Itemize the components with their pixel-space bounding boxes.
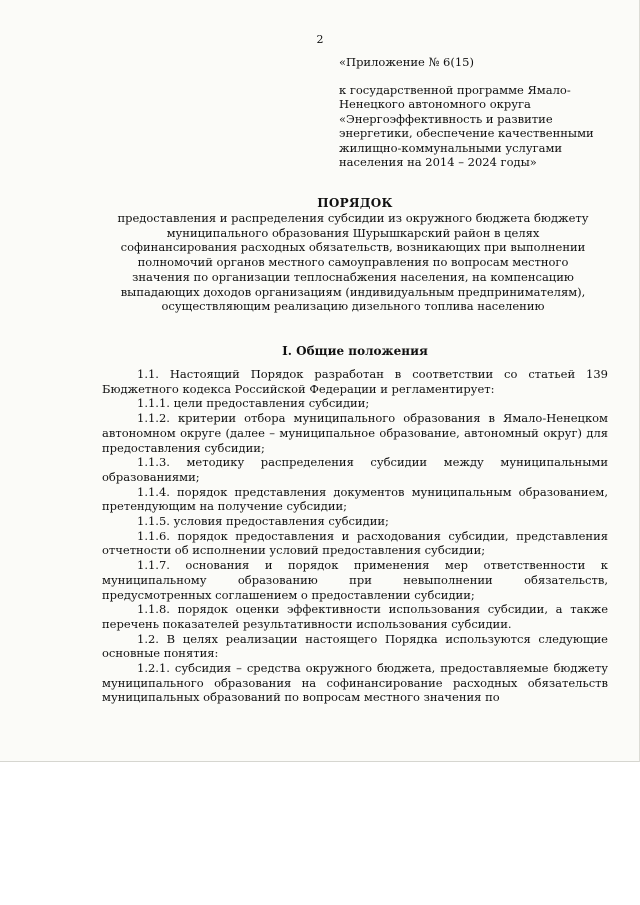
paragraph: 1.1.8. порядок оценки эффективности использования субсидии, а также перечень показателей результативности использования субсидии. bbox=[102, 602, 608, 631]
section-body bbox=[102, 367, 608, 705]
document-title: ПОРЯДОК bbox=[317, 196, 393, 210]
paragraph: 1.2.1. субсидия – средства окружного бюджета, предоставляемые бюджету муниципального образования на софинансирование расходных обязательств муниципальных образований по вопросам местного значения по bbox=[102, 661, 608, 705]
paragraph: 1.1.3. методику распределения субсидии между муниципальными образованиями; bbox=[102, 455, 608, 484]
paragraph: 1.1.5. условия предоставления субсидии; bbox=[137, 514, 389, 529]
paragraph: 1.1.6. порядок предоставления и расходования субсидии, представления отчетности об исполнении условий предоставления субсидии; bbox=[102, 528, 608, 558]
paragraph: 1.1.7. основания и порядок применения мер ответственности к муниципальному образованию при невыполнении обязательств, предусмотренных соглашением о предоставлении субсидии; bbox=[102, 558, 608, 602]
document-subtitle: предоставления и распределения субсидии из окружного бюджета бюджету муниципального образования Шурышкарский район в целях софинансирования расходных обязательств, возникающих при выполнении полномочий органов местного самоуправления по вопросам местного значения по организации теплоснабжения населения, на компенсацию выпадающих доходов организациям (индивидуальным предпринимателям), осуществляющим реализацию дизельного топлива населению bbox=[117, 211, 589, 314]
paragraph: 1.1.4. порядок представления документов муниципальным образованием, претендующим на получение субсидии; bbox=[102, 484, 608, 514]
paragraph: 1.1. Настоящий Порядок разработан в соответствии со статьей 139 Бюджетного кодекса Российской Федерации и регламентирует: bbox=[102, 367, 608, 396]
section-heading: I. Общие положения bbox=[282, 344, 428, 358]
paragraph: 1.2. В целях реализации настоящего Порядка используются следующие основные понятия: bbox=[102, 631, 608, 661]
appendix-text: к государственной программе Ямало-Ненецкого автономного округа «Энергоэффективность и развитие энергетики, обеспечение качественными жилищно-коммунальными услугами населения на 2014 – 2024 годы» bbox=[339, 82, 594, 169]
appendix-title: «Приложение № 6(15) bbox=[339, 55, 474, 69]
page-number: 2 bbox=[316, 33, 324, 46]
appendix-block bbox=[339, 55, 609, 170]
paragraph: 1.1.1. цели предоставления субсидии; bbox=[137, 396, 370, 411]
paragraph: 1.1.2. критерии отбора муниципального образования в Ямало-Ненецком автономном округе (далее – муниципальное образование, автономный округ) для предоставления субсидии; bbox=[102, 411, 608, 455]
